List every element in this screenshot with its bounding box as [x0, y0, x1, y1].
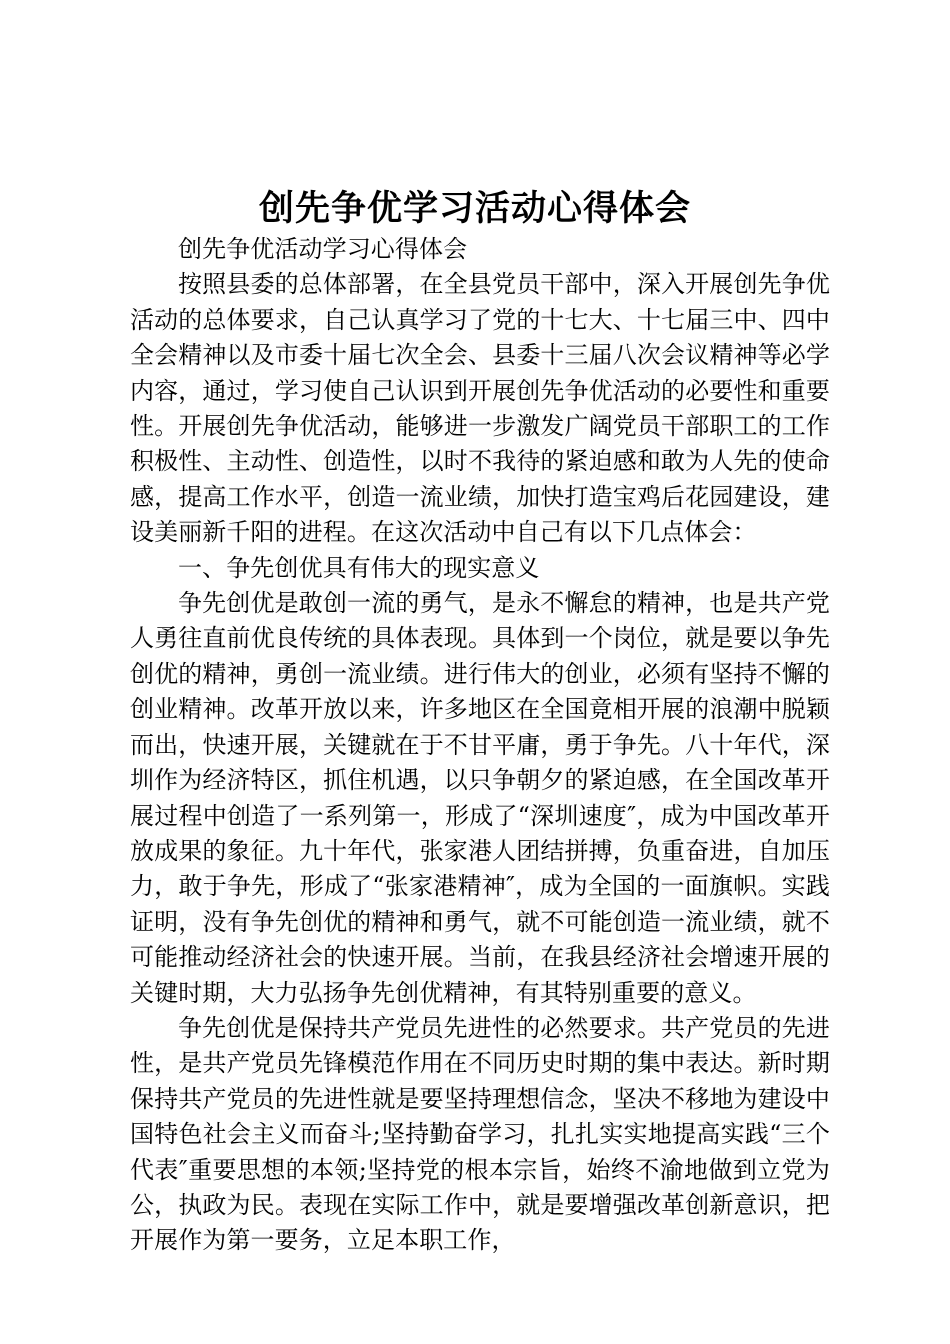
section-heading: 一、争先创优具有伟大的现实意义	[178, 553, 540, 582]
document-body	[130, 232, 830, 1259]
subtitle-paragraph: 创先争优活动学习心得体会	[178, 235, 468, 263]
intro-paragraph: 按照县委的总体部署，在全县党员干部中，深入开展创先争优活动的总体要求，自己认真学习了党的十七大、十七届三中、四中全会精神以及市委十届七次全会、县委十三届八次会议精神等必学内容，通过，学习使自己认识到开展创先争优活动的必要性和重要性。开展创先争优活动，能够进一步激发广阔党员干部职工的工作积极性、主动性、创造性，以时不我待的紧迫感和敢为人先的使命感，提高工作水平，创造一流业绩，加快打造宝鸡后花园建设，建设美丽新千阳的进程。在这次活动中自己有以下几点体会：	[130, 270, 830, 547]
document-title: 创先争优学习活动心得体会	[258, 188, 691, 229]
body-paragraph: 争先创优是敢创一流的勇气，是永不懈怠的精神，也是共产党人勇往直前优良传统的具体表现。具体到一个岗位，就是要以争先创优的精神，勇创一流业绩。进行伟大的创业，必须有坚持不懈的创业精神。改革开放以来，许多地区在全国竟相开展的浪潮中脱颖而出，快速开展，关键就在于不甘平庸，勇于争先。八十年代，深圳作为经济特区，抓住机遇，以只争朝夕的紧迫感，在全国改革开展过程中创造了一系列第一，形成了“深圳速度″，成为中国改革开放成果的象征。九十年代，张家港人团结拼搏，负重奋进，自加压力，敢于争先，形成了“张家港精神″，成为全国的一面旗帜。实践证明，没有争先创优的精神和勇气，就不可能创造一流业绩，就不可能推动经济社会的快速开展。当前，在我县经济社会增速开展的关键时期，大力弘扬争先创优精神，有其特别重要的意义。	[130, 589, 830, 1007]
body-paragraph: 争先创优是保持共产党员先进性的必然要求。共产党员的先进性，是共产党员先锋模范作用在不同历史时期的集中表达。新时期保持共产党员的先进性就是要坚持理想信念，坚决不移地为建设中国特色社会主义而奋斗;坚持勤奋学习，扎扎实实地提高实践“三个代表″重要思想的本领;坚持党的根本宗旨，始终不渝地做到立党为公，执政为民。表现在实际工作中，就是要增强改革创新意识，把开展作为第一要务，立足本职工作，	[130, 1013, 830, 1255]
